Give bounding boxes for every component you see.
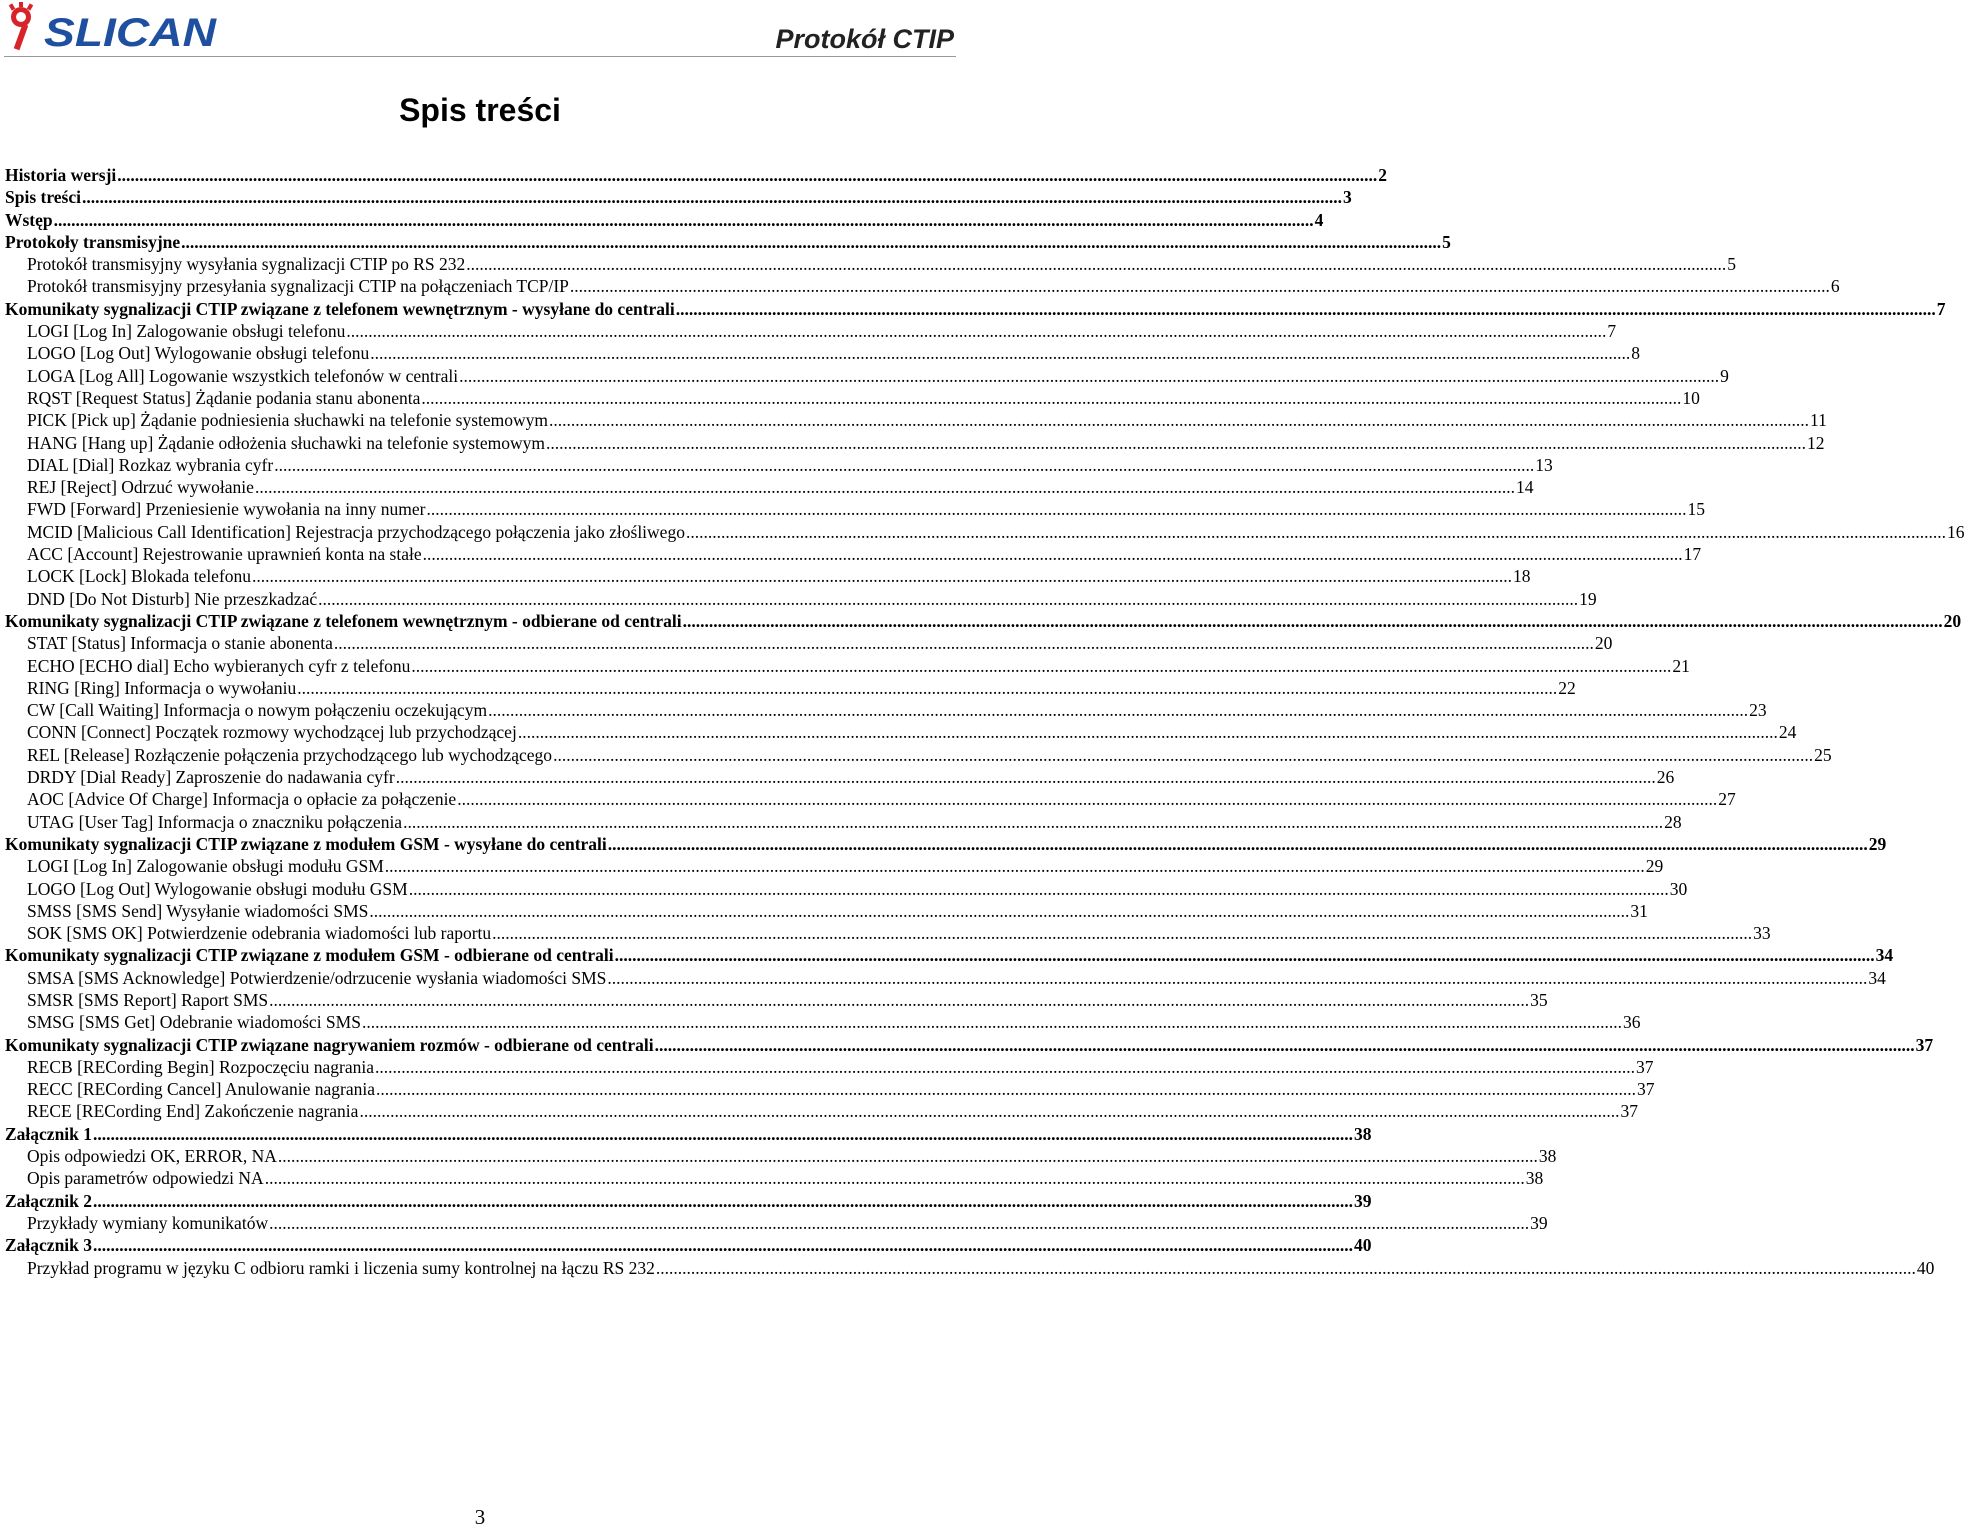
toc-dot-leader [334, 632, 1594, 654]
toc-entry-page: 25 [1814, 744, 1832, 765]
toc-dot-leader [117, 164, 1377, 186]
slican-logo [4, 2, 218, 54]
toc-entry[interactable] [5, 744, 1832, 766]
toc-entry[interactable] [5, 164, 1388, 186]
toc-entry-page: 31 [1630, 900, 1648, 921]
toc-dot-leader [359, 1100, 1619, 1122]
toc-dot-leader [297, 677, 1557, 699]
toc-entry[interactable] [5, 1100, 1638, 1122]
toc-entry-page: 33 [1753, 923, 1771, 944]
toc-entry-page: 26 [1656, 767, 1675, 788]
toc-entry-page: 21 [1672, 655, 1690, 676]
toc-entry-title: CONN [Connect] Początek rozmowy wychodzącej lub przychodzącej [27, 722, 517, 743]
document-title: Protokół CTIP [775, 24, 954, 54]
toc-entry[interactable] [5, 498, 1706, 520]
toc-entry[interactable] [5, 721, 1797, 743]
toc-entry-page: 4 [1314, 209, 1324, 230]
toc-entry-title: DND [Do Not Disturb] Nie przeszkadzać [27, 588, 318, 609]
toc-entry[interactable] [5, 1167, 1544, 1189]
toc-entry-title: RING [Ring] Informacja o wywołaniu [27, 677, 297, 698]
toc-entry-page: 39 [1354, 1190, 1372, 1211]
toc-entry-title: SMSS [SMS Send] Wysyłanie wiadomości SMS [27, 900, 369, 921]
toc-entry-title: RECB [RECording Begin] Rozpoczęciu nagrania [27, 1056, 375, 1077]
toc-entry-title: Komunikaty sygnalizacji CTIP związane z telefonem wewnętrznym - wysyłane do centrali [5, 298, 675, 319]
toc-entry-title: Załącznik 2 [5, 1190, 93, 1211]
toc-entry-page: 28 [1664, 811, 1682, 832]
toc-entry[interactable] [5, 699, 1767, 721]
toc-entry-page: 29 [1868, 833, 1887, 854]
toc-entry-page: 38 [1354, 1123, 1372, 1144]
toc-dot-leader [375, 1056, 1635, 1078]
toc-entry-title: REJ [Reject] Odrzuć wywołanie [27, 477, 254, 498]
toc-entry-title: Opis parametrów odpowiedzi NA [27, 1168, 264, 1189]
toc-entry[interactable] [5, 922, 1771, 944]
toc-entry-page: 24 [1778, 722, 1797, 743]
toc-entry[interactable] [5, 655, 1690, 677]
toc-entry-title: LOCK [Lock] Blokada telefonu [27, 566, 252, 587]
toc-dot-leader [396, 766, 1656, 788]
toc-entry-title: RECE [RECording End] Zakończenie nagrania [27, 1101, 359, 1122]
toc-entry-page: 15 [1687, 499, 1706, 520]
toc-entry[interactable] [5, 811, 1682, 833]
toc-dot-leader [656, 1257, 1916, 1279]
toc-entry-title: Komunikaty sygnalizacji CTIP związane z modułem GSM - wysyłane do centrali [5, 833, 607, 854]
toc-entry[interactable] [5, 298, 1946, 320]
toc-dot-leader [370, 342, 1630, 364]
toc-dot-leader [346, 320, 1606, 342]
page-number: 3 [474, 1505, 486, 1529]
toc-entry-page: 37 [1636, 1079, 1655, 1100]
toc-entry[interactable] [5, 387, 1700, 409]
toc-entry[interactable] [5, 766, 1675, 788]
toc-entry-page: 5 [1727, 254, 1737, 275]
toc-entry[interactable] [5, 1212, 1548, 1234]
toc-entry-title: Protokół transmisyjny przesyłania sygnalizacji CTIP na połączeniach TCP/IP [27, 276, 569, 297]
toc-entry-page: 40 [1916, 1257, 1935, 1278]
toc-entry-title: SMSA [SMS Acknowledge] Potwierdzenie/odrzucenie wysłania wiadomości SMS [27, 967, 607, 988]
toc-dot-leader [549, 409, 1809, 431]
toc-entry-title: HANG [Hang up] Żądanie odłożenia słuchawki na telefonie systemowym [27, 432, 546, 453]
toc-entry[interactable] [5, 342, 1640, 364]
toc-entry-title: Przykład programu w języku C odbioru ramki i liczenia sumy kontrolnej na łączu RS 232 [27, 1257, 655, 1278]
toc-entry[interactable] [5, 1034, 1934, 1056]
toc-entry[interactable] [5, 944, 1894, 966]
toc-entry-title: RECC [RECording Cancel] Anulowanie nagrania [27, 1079, 375, 1100]
toc-entry-title: SOK [SMS OK] Potwierdzenie odebrania wiadomości lub raportu [27, 923, 492, 944]
toc-entry-title: LOGO [Log Out] Wylogowanie obsługi telefonu [27, 343, 370, 364]
toc-dot-leader [676, 298, 1936, 320]
toc-dot-leader [362, 1011, 1622, 1033]
toc-entry[interactable] [5, 989, 1548, 1011]
toc-dot-leader [411, 655, 1671, 677]
toc-entry-title: UTAG [User Tag] Informacja o znaczniku połączenia [27, 811, 403, 832]
toc-entry-page: 34 [1875, 945, 1894, 966]
toc-entry-page: 20 [1943, 610, 1962, 631]
toc-entry[interactable] [5, 209, 1324, 231]
toc-dot-leader [427, 498, 1687, 520]
toc-entry-title: SMSR [SMS Report] Raport SMS [27, 989, 269, 1010]
toc-entry[interactable] [5, 967, 1886, 989]
toc-entry-title: DRDY [Dial Ready] Zaproszenie do nadawania cyfr [27, 767, 395, 788]
toc-dot-leader [255, 476, 1515, 498]
toc-entry-title: Załącznik 1 [5, 1123, 93, 1144]
toc-entry-page: 30 [1669, 878, 1688, 899]
toc-entry-page: 36 [1622, 1012, 1641, 1033]
toc-dot-leader [686, 521, 1946, 543]
toc-dot-leader [269, 989, 1529, 1011]
toc-dot-leader [683, 610, 1943, 632]
toc-entry-page: 12 [1807, 432, 1825, 453]
toc-entry-page: 9 [1720, 365, 1729, 386]
toc-dot-leader [269, 1212, 1529, 1234]
toc-dot-leader [93, 1123, 1353, 1145]
toc-dot-leader [318, 588, 1578, 610]
page-title: Spis treści [399, 92, 561, 128]
toc-dot-leader [369, 900, 1629, 922]
toc-entry-page: 35 [1530, 989, 1548, 1010]
toc-entry[interactable] [5, 1190, 1372, 1212]
toc-entry[interactable] [5, 275, 1840, 297]
toc-dot-leader [466, 253, 1726, 275]
toc-entry-page: 7 [1936, 298, 1946, 319]
toc-entry-page: 18 [1513, 566, 1531, 587]
toc-entry-page: 16 [1946, 521, 1964, 542]
toc-entry[interactable] [5, 878, 1688, 900]
toc-entry-page: 6 [1830, 276, 1840, 297]
toc-entry[interactable] [5, 1078, 1655, 1100]
toc-entry-title: ACC [Account] Rejestrowanie uprawnień konta na stałe [27, 544, 422, 565]
toc-entry-title: ECHO [ECHO dial] Echo wybieranych cyfr z telefonu [27, 655, 411, 676]
toc-entry-title: Protokół transmisyjny wysyłania sygnalizacji CTIP po RS 232 [27, 254, 466, 275]
toc-entry-title: LOGI [Log In] Zalogowanie obsługi telefonu [27, 321, 346, 342]
page-header [0, 0, 960, 58]
toc-entry[interactable] [5, 454, 1553, 476]
toc-dot-leader [385, 855, 1645, 877]
toc-entry-page: 8 [1631, 343, 1640, 364]
toc-dot-leader [252, 565, 1512, 587]
toc-dot-leader [492, 922, 1752, 944]
toc-entry[interactable] [5, 543, 1702, 565]
toc-entry[interactable] [5, 409, 1827, 431]
toc-entry[interactable] [5, 900, 1648, 922]
toc-entry-page: 39 [1530, 1212, 1548, 1233]
toc-dot-leader [93, 1234, 1353, 1256]
toc-dot-leader [409, 878, 1669, 900]
toc-dot-leader [376, 1078, 1636, 1100]
toc-entry-page: 7 [1607, 321, 1617, 342]
table-of-contents [5, 164, 1964, 1279]
toc-entry-page: 37 [1636, 1056, 1654, 1077]
toc-entry[interactable] [5, 253, 1737, 275]
toc-entry[interactable] [5, 833, 1887, 855]
toc-entry-page: 23 [1749, 700, 1767, 721]
toc-entry[interactable] [5, 677, 1576, 699]
toc-entry[interactable] [5, 320, 1617, 342]
toc-entry[interactable] [5, 1123, 1372, 1145]
toc-entry[interactable] [5, 632, 1613, 654]
toc-dot-leader [655, 1034, 1915, 1056]
toc-entry-title: Wstęp [5, 209, 53, 230]
logo-text: SLICAN [44, 11, 218, 55]
toc-entry-page: 5 [1442, 231, 1451, 252]
toc-dot-leader [459, 365, 1719, 387]
toc-entry[interactable] [5, 565, 1531, 587]
toc-entry-title: REL [Release] Rozłączenie połączenia przychodzącego lub wychodzącego [27, 744, 553, 765]
toc-entry[interactable] [5, 610, 1962, 632]
toc-entry-page: 10 [1682, 387, 1700, 408]
toc-entry-title: LOGA [Log All] Logowanie wszystkich telefonów w centrali [27, 365, 459, 386]
toc-entry-title: Protokoły transmisyjne [5, 231, 181, 252]
toc-entry-page: 38 [1525, 1168, 1544, 1189]
toc-dot-leader [265, 1167, 1525, 1189]
toc-dot-leader [93, 1190, 1353, 1212]
toc-entry-title: Załącznik 3 [5, 1235, 93, 1256]
toc-entry-page: 27 [1718, 789, 1736, 810]
toc-entry-title: Przykłady wymiany komunikatów [27, 1212, 269, 1233]
toc-dot-leader [403, 811, 1663, 833]
toc-entry[interactable] [5, 588, 1597, 610]
toc-entry-title: LOGI [Log In] Zalogowanie obsługi modułu GSM [27, 856, 384, 877]
toc-entry-title: FWD [Forward] Przeniesienie wywołania na inny numer [27, 499, 426, 520]
toc-entry[interactable] [5, 788, 1736, 810]
toc-entry[interactable] [5, 1011, 1641, 1033]
toc-entry-title: RQST [Request Status] Żądanie podania stanu abonenta [27, 387, 421, 408]
toc-dot-leader [423, 543, 1683, 565]
header-divider [4, 56, 956, 57]
toc-entry[interactable] [5, 1234, 1372, 1256]
toc-entry-title: SMSG [SMS Get] Odebranie wiadomości SMS [27, 1012, 361, 1033]
toc-dot-leader [607, 967, 1867, 989]
toc-dot-leader [570, 275, 1830, 297]
toc-entry[interactable] [5, 231, 1451, 253]
toc-entry[interactable] [5, 1257, 1935, 1279]
toc-dot-leader [274, 454, 1534, 476]
toc-entry-title: LOGO [Log Out] Wylogowanie obsługi modułu GSM [27, 878, 408, 899]
toc-entry-title: Komunikaty sygnalizacji CTIP związane z telefonem wewnętrznym - odbierane od centrali [5, 610, 682, 631]
toc-dot-leader [421, 387, 1681, 409]
toc-dot-leader [54, 209, 1314, 231]
toc-dot-leader [181, 231, 1441, 253]
toc-entry-title: Historia wersji [5, 165, 117, 185]
toc-entry-title: Opis odpowiedzi OK, ERROR, NA [27, 1146, 277, 1167]
toc-entry-page: 14 [1515, 477, 1534, 498]
toc-entry-page: 19 [1579, 588, 1597, 609]
toc-entry-page: 13 [1535, 454, 1553, 475]
toc-dot-leader [457, 788, 1717, 810]
toc-entry-page: 34 [1868, 967, 1886, 988]
toc-entry-title: PICK [Pick up] Żądanie podniesienia słuchawki na telefonie systemowym [27, 410, 548, 431]
toc-dot-leader [608, 833, 1868, 855]
toc-entry[interactable] [5, 1145, 1557, 1167]
toc-entry[interactable] [5, 521, 1964, 543]
toc-entry[interactable] [5, 855, 1664, 877]
toc-entry-page: 3 [1343, 187, 1352, 208]
toc-entry-page: 40 [1354, 1235, 1372, 1256]
toc-entry-title: STAT [Status] Informacja o stanie abonenta [27, 633, 333, 654]
toc-entry-page: 38 [1538, 1146, 1557, 1167]
toc-dot-leader [278, 1145, 1538, 1167]
toc-entry-title: AOC [Advice Of Charge] Informacja o opłacie za połączenie [27, 789, 457, 810]
toc-entry[interactable] [5, 365, 1729, 387]
toc-entry[interactable] [5, 186, 1352, 208]
toc-dot-leader [488, 699, 1748, 721]
toc-entry-page: 11 [1810, 410, 1827, 431]
toc-entry-page: 17 [1683, 544, 1702, 565]
toc-entry-page: 29 [1645, 856, 1664, 877]
toc-entry-title: DIAL [Dial] Rozkaz wybrania cyfr [27, 454, 274, 475]
toc-dot-leader [518, 721, 1778, 743]
toc-dot-leader [615, 944, 1875, 966]
toc-entry-page: 20 [1594, 633, 1613, 654]
toc-entry-page: 2 [1378, 165, 1388, 185]
toc-entry[interactable] [5, 1056, 1654, 1078]
toc-entry-title: Komunikaty sygnalizacji CTIP związane z modułem GSM - odbierane od centrali [5, 945, 614, 966]
toc-entry-title: Spis treści [5, 187, 81, 208]
toc-entry-page: 22 [1558, 677, 1576, 698]
toc-dot-leader [553, 744, 1813, 766]
toc-entry[interactable] [5, 476, 1534, 498]
toc-entry-title: CW [Call Waiting] Informacja o nowym połączeniu oczekującym [27, 700, 488, 721]
toc-entry-page: 37 [1915, 1034, 1934, 1055]
toc-dot-leader [546, 432, 1806, 454]
toc-entry-page: 37 [1620, 1101, 1638, 1122]
toc-entry-title: MCID [Malicious Call Identification] Rejestracja przychodzącego połączenia jako złośliwego [27, 521, 685, 542]
toc-entry-title: Komunikaty sygnalizacji CTIP związane nagrywaniem rozmów - odbierane od centrali [5, 1034, 654, 1055]
toc-dot-leader [82, 186, 1342, 208]
toc-entry[interactable] [5, 432, 1825, 454]
